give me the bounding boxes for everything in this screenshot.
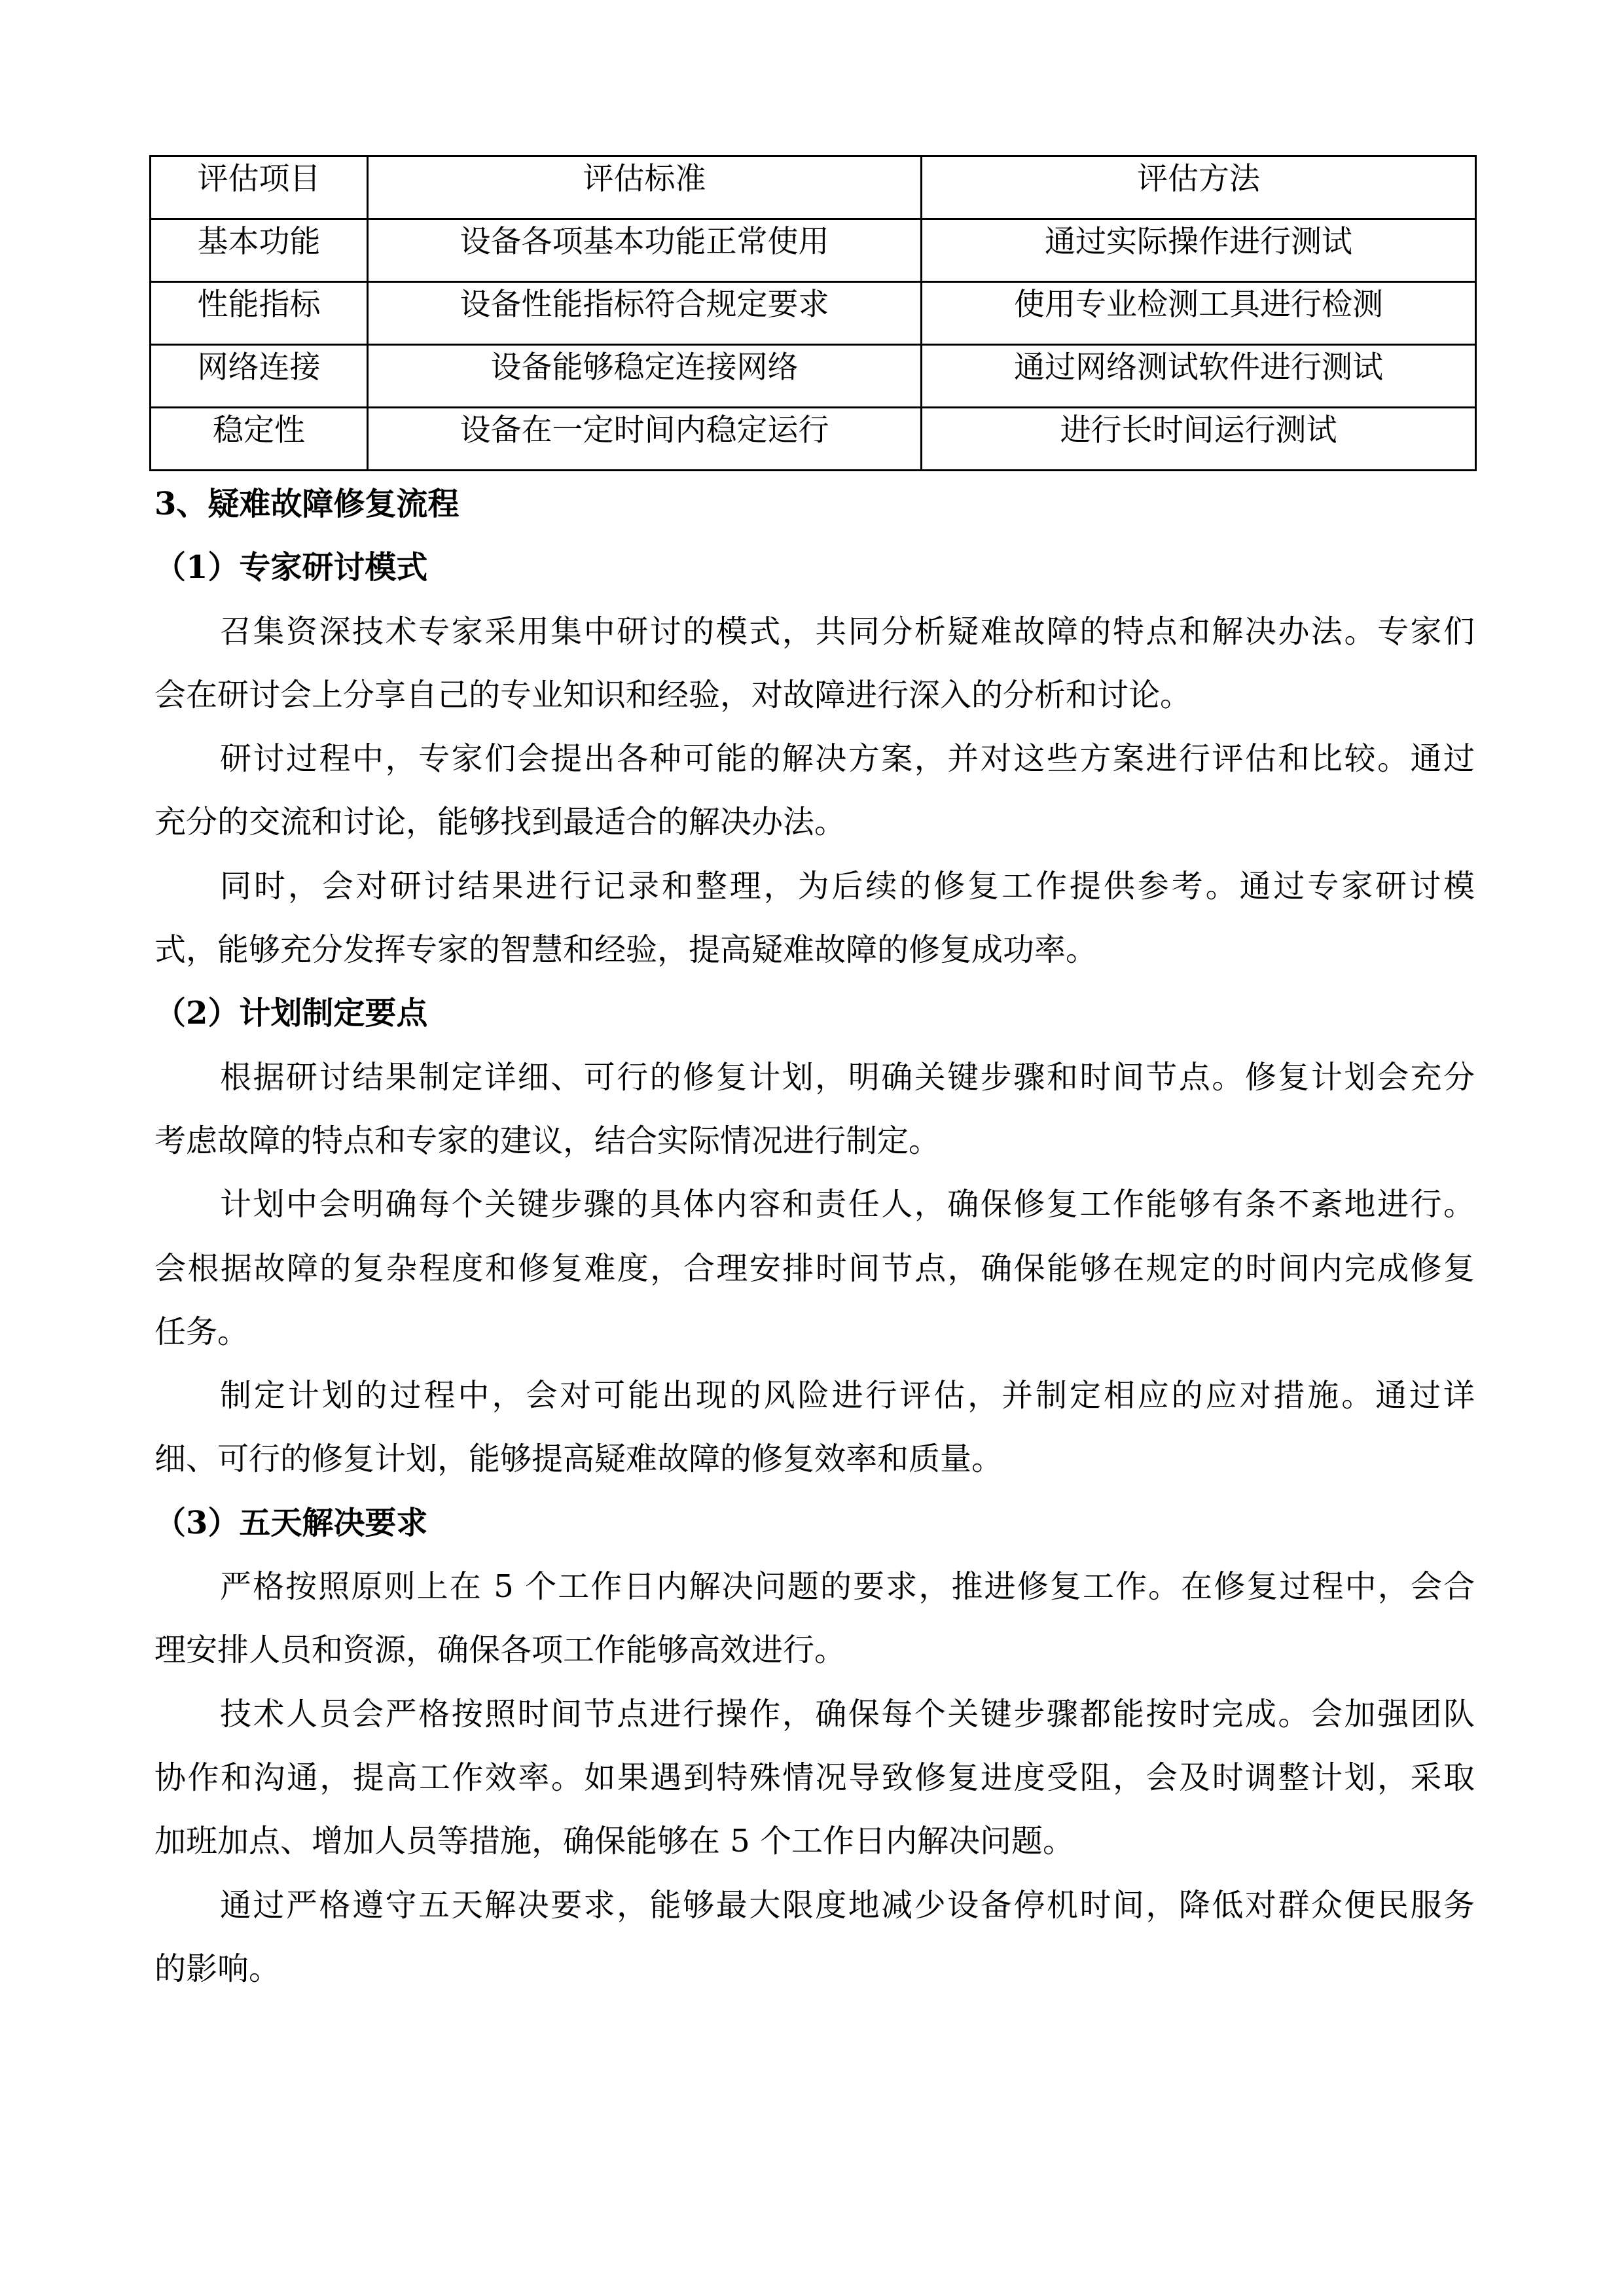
- paragraph-line: 会根据故障的复杂程度和修复难度，合理安排时间节点，确保能够在规定的时间内完成修复: [154, 1249, 1475, 1287]
- table-header-cell: 评估方法: [922, 156, 1476, 219]
- table-cell: 设备能够稳定连接网络: [368, 345, 922, 408]
- table-cell: 性能指标: [151, 282, 368, 345]
- table-cell: 通过网络测试软件进行测试: [922, 345, 1476, 408]
- table-row: [151, 282, 1476, 345]
- paragraph-line: 制定计划的过程中，会对可能出现的风险进行评估，并制定相应的应对措施。通过详: [220, 1377, 1475, 1414]
- paragraph-line: 细、可行的修复计划，能够提高疑难故障的修复效率和质量。: [154, 1441, 1003, 1478]
- section-heading: 3、疑难故障修复流程: [154, 486, 460, 522]
- paragraph-line: 充分的交流和讨论，能够找到最适合的解决办法。: [154, 804, 846, 841]
- paragraph-line: 会在研讨会上分享自己的专业知识和经验，对故障进行深入的分析和讨论。: [154, 676, 1192, 713]
- paragraph-line: 技术人员会严格按照时间节点进行操作，确保每个关键步骤都能按时完成。会加强团队: [220, 1695, 1475, 1732]
- paragraph-line: 计划中会明确每个关键步骤的具体内容和责任人，确保修复工作能够有条不紊地进行。: [220, 1186, 1475, 1223]
- paragraph-line: 同时，会对研讨结果进行记录和整理，为后续的修复工作提供参考。通过专家研讨模: [220, 867, 1475, 905]
- paragraph-line: 任务。: [154, 1313, 249, 1350]
- table-cell: 使用专业检测工具进行检测: [922, 282, 1476, 345]
- paragraph-line: 理安排人员和资源，确保各项工作能够高效进行。: [154, 1632, 846, 1669]
- evaluation-table: [149, 155, 1477, 471]
- table-header-row: [151, 156, 1476, 219]
- subsection-heading: （1）专家研讨模式: [154, 549, 428, 586]
- paragraph-line: 根据研讨结果制定详细、可行的修复计划，明确关键步骤和时间节点。修复计划会充分: [220, 1058, 1475, 1096]
- table-cell: 设备各项基本功能正常使用: [368, 219, 922, 282]
- table-cell: 网络连接: [151, 345, 368, 408]
- table-row: [151, 345, 1476, 408]
- paragraph-line: 召集资深技术专家采用集中研讨的模式，共同分析疑难故障的特点和解决办法。专家们: [220, 613, 1475, 650]
- paragraph-line: 考虑故障的特点和专家的建议，结合实际情况进行制定。: [154, 1122, 941, 1159]
- table-cell: 进行长时间运行测试: [922, 408, 1476, 471]
- table-cell: 基本功能: [151, 219, 368, 282]
- paragraph-line: 研讨过程中，专家们会提出各种可能的解决方案，并对这些方案进行评估和比较。通过: [220, 740, 1475, 778]
- table-header-cell: 评估项目: [151, 156, 368, 219]
- paragraph-line: 式，能够充分发挥专家的智慧和经验，提高疑难故障的修复成功率。: [154, 931, 1098, 969]
- subsection-heading: （3）五天解决要求: [154, 1504, 428, 1541]
- table-cell: 通过实际操作进行测试: [922, 219, 1476, 282]
- table-header-cell: 评估标准: [368, 156, 922, 219]
- subsection-heading: （2）计划制定要点: [154, 995, 428, 1032]
- table-row: [151, 408, 1476, 471]
- paragraph-line: 协作和沟通，提高工作效率。如果遇到特殊情况导致修复进度受阻，会及时调整计划，采取: [154, 1759, 1475, 1796]
- table-cell: 稳定性: [151, 408, 368, 471]
- table-cell: 设备性能指标符合规定要求: [368, 282, 922, 345]
- paragraph-line: 通过严格遵守五天解决要求，能够最大限度地减少设备停机时间，降低对群众便民服务: [220, 1886, 1475, 1924]
- document-body: [154, 473, 1475, 2001]
- table-row: [151, 219, 1476, 282]
- paragraph-line: 加班加点、增加人员等措施，确保能够在 5 个工作日内解决问题。: [154, 1823, 1075, 1860]
- paragraph-line: 严格按照原则上在 5 个工作日内解决问题的要求，推进修复工作。在修复过程中，会合: [220, 1568, 1475, 1605]
- table-cell: 设备在一定时间内稳定运行: [368, 408, 922, 471]
- paragraph-line: 的影响。: [154, 1950, 281, 1987]
